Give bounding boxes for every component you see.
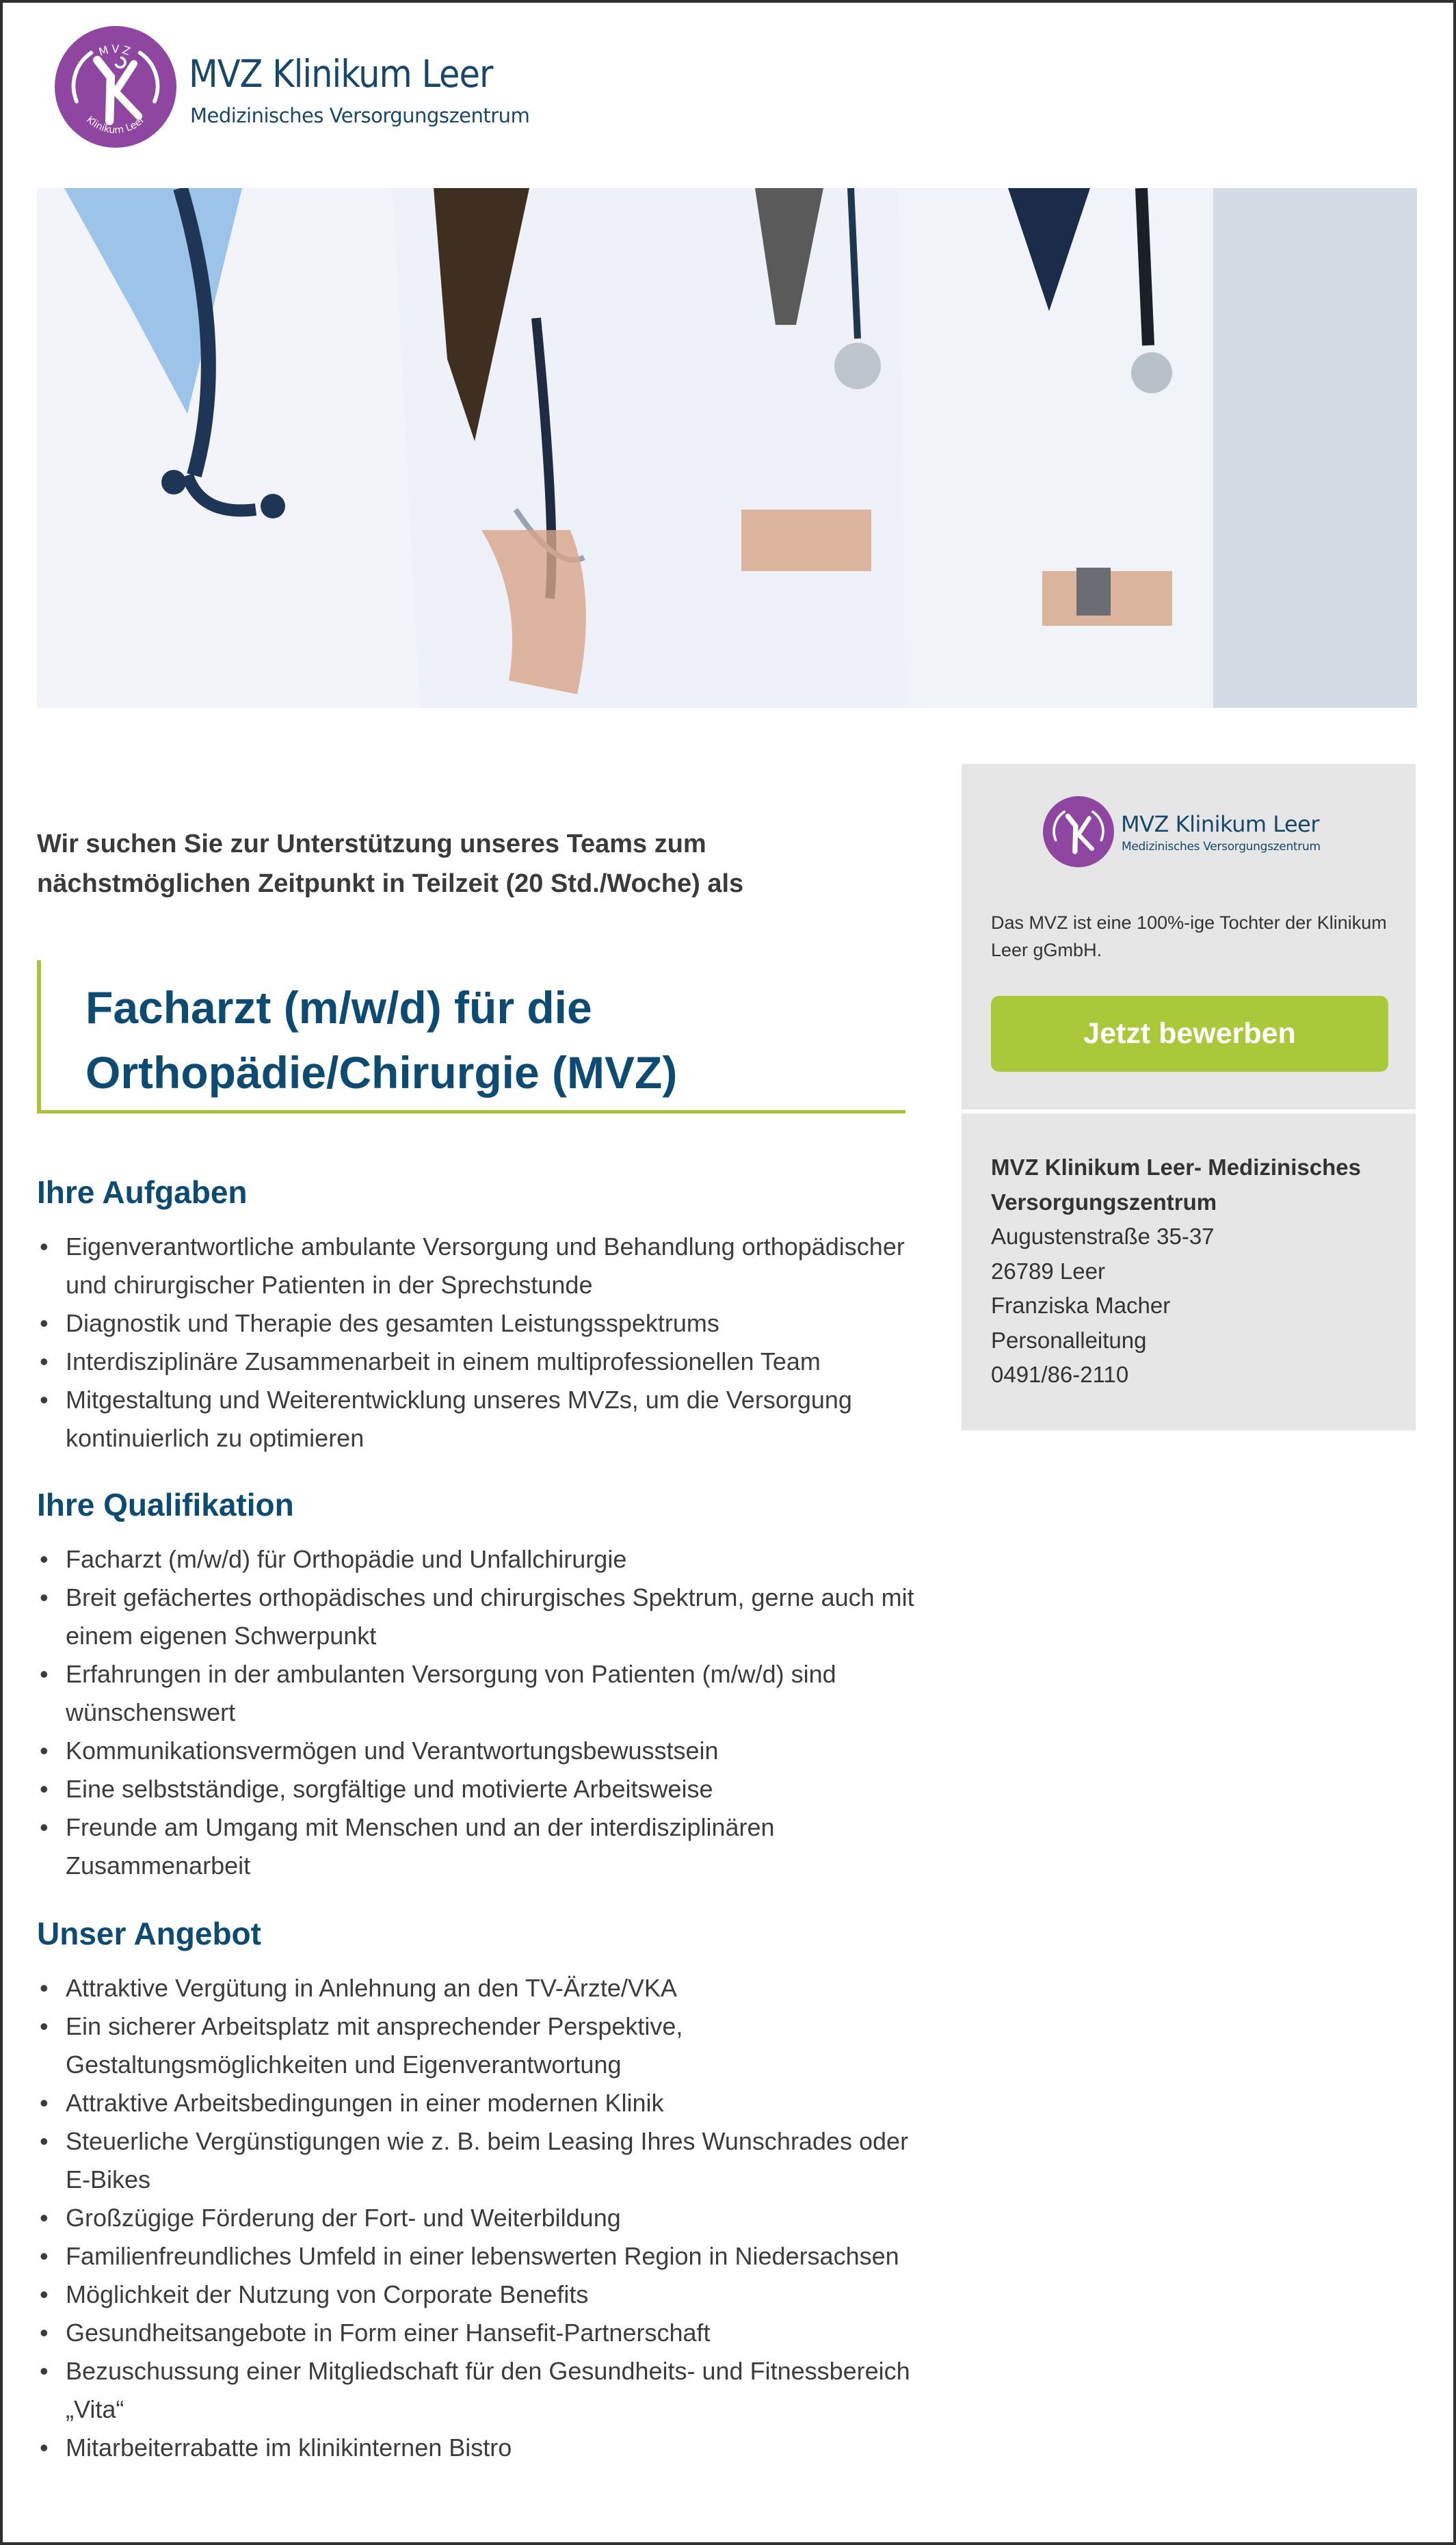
sidebar-contact-panel xyxy=(962,1113,1416,1430)
list-item: • Steuerliche Vergünstigungen wie z. B. beim Leasing Ihres Wunschrades oder E-Bikes xyxy=(37,2122,926,2199)
list-item: • Erfahrungen in der ambulanten Versorgung von Patienten (m/w/d) sind wünschenswert xyxy=(37,1655,926,1732)
bullet-icon: • xyxy=(40,2204,49,2232)
contact-role: Personalleitung xyxy=(991,1327,1147,1353)
svg-text:MVZ: MVZ xyxy=(97,42,135,59)
sidebar-logo-subtitle: Medizinisches Versorgungszentrum xyxy=(1122,840,1321,854)
list-item: • Attraktive Arbeitsbedingungen in einer modernen Klinik xyxy=(37,2084,926,2122)
section-heading: Unser Angebot xyxy=(37,1916,261,1951)
about-text: Das MVZ ist eine 100%-ige Tochter der Klinikum Leer gGmbH. xyxy=(991,912,1387,960)
list-item: • Mitarbeiterrabatte im klinikinternen Bistro xyxy=(37,2429,926,2467)
list-item: • Diagnostik und Therapie des gesamten Leistungsspektrums xyxy=(37,1304,926,1343)
bullet-icon: • xyxy=(40,2280,49,2308)
bullet-icon: • xyxy=(40,1309,49,1337)
list-item: • Eigenverantwortliche ambulante Versorgung und Behandlung orthopädischer und chirurgischer Patienten in der Sprechstunde xyxy=(37,1228,926,1304)
mvz-logo-emblem-icon xyxy=(1043,796,1114,867)
list-item: • Interdisziplinäre Zusammenarbeit in einem multiprofessionellen Team xyxy=(37,1343,926,1381)
list-item: • Großzügige Förderung der Fort- und Weiterbildung xyxy=(37,2199,926,2237)
logo-subtitle: Medizinisches Versorgungszentrum xyxy=(190,104,530,127)
bullet-icon: • xyxy=(40,1775,49,1803)
bullet-icon: • xyxy=(40,1813,49,1841)
intro-text: Wir suchen Sie zur Unterstützung unseres Teams zum nächstmöglichen Zeitpunkt in Teilzeit (20 Std./Woche) als xyxy=(37,830,744,898)
list-item: • Möglichkeit der Nutzung von Corporate Benefits xyxy=(37,2276,926,2314)
sidebar-logo-title: MVZ Klinikum Leer xyxy=(1121,811,1319,837)
contact-street: Augustenstraße 35-37 xyxy=(991,1224,1215,1249)
qualification-list xyxy=(37,1540,926,1885)
job-title-box xyxy=(37,960,905,1113)
bullet-icon: • xyxy=(40,2012,49,2040)
hero-image xyxy=(37,188,1417,708)
bullet-icon: • xyxy=(40,1737,49,1765)
section-heading: Ihre Qualifikation xyxy=(37,1487,294,1522)
section-offer xyxy=(37,1913,926,2467)
section-qualification xyxy=(37,1484,926,1885)
svg-text:Klinikum Leer: Klinikum Leer xyxy=(84,114,147,137)
contact-person: Franziska Macher xyxy=(991,1293,1171,1318)
list-item: • Eine selbstständige, sorgfältige und motivierte Arbeitsweise xyxy=(37,1770,926,1808)
offer-list xyxy=(37,1969,926,2467)
list-item: • Attraktive Vergütung in Anlehnung an den TV-Ärzte/VKA xyxy=(37,1969,926,2007)
bullet-icon: • xyxy=(40,1386,49,1414)
logo-title: MVZ Klinikum Leer xyxy=(189,52,493,96)
list-item: • Mitgestaltung und Weiterentwicklung unseres MVZs, um die Versorgung kontinuierlich zu optimieren xyxy=(37,1381,926,1458)
bullet-icon: • xyxy=(40,2127,49,2155)
contact-city: 26789 Leer xyxy=(991,1258,1105,1284)
bullet-icon: • xyxy=(40,1347,49,1375)
list-item: • Ein sicherer Arbeitsplatz mit ansprechender Perspektive, Gestaltungsmöglichkeiten und Eigenverantwortung xyxy=(37,2007,926,2084)
mvz-logo-emblem-icon xyxy=(55,26,176,148)
bullet-icon: • xyxy=(40,2242,49,2270)
job-title-line-1: Facharzt (m/w/d) für die xyxy=(85,982,592,1033)
contact-org-line-1: MVZ Klinikum Leer- Medizinisches xyxy=(991,1155,1361,1180)
bullet-icon: • xyxy=(40,1974,49,2002)
list-item: • Familienfreundliches Umfeld in einer lebenswerten Region in Niedersachsen xyxy=(37,2237,926,2276)
sidebar-logo xyxy=(1043,796,1337,867)
bullet-icon: • xyxy=(40,2089,49,2117)
list-item: • Facharzt (m/w/d) für Orthopädie und Unfallchirurgie xyxy=(37,1540,926,1579)
list-item: • Bezuschussung einer Mitgliedschaft für den Gesundheits- und Fitnessbereich „Vita“ xyxy=(37,2352,926,2429)
sidebar-apply-panel xyxy=(962,764,1416,1109)
bullet-icon: • xyxy=(40,2434,49,2462)
contact-phone[interactable]: 0491/86-2110 xyxy=(991,1362,1129,1387)
bullet-icon: • xyxy=(40,2357,49,2385)
section-heading: Ihre Aufgaben xyxy=(37,1174,248,1210)
bullet-icon: • xyxy=(40,1232,49,1261)
contact-org-line-2: Versorgungszentrum xyxy=(991,1189,1217,1215)
bullet-icon: • xyxy=(40,2319,49,2347)
apply-now-button[interactable]: Jetzt bewerben xyxy=(991,996,1388,1072)
list-item: • Freunde am Umgang mit Menschen und an der interdisziplinären Zusammenarbeit xyxy=(37,1808,926,1885)
bullet-icon: • xyxy=(40,1545,49,1573)
job-title xyxy=(85,975,677,1105)
tasks-list xyxy=(37,1228,926,1458)
bullet-icon: • xyxy=(40,1583,49,1611)
list-item: • Breit gefächertes orthopädisches und chirurgisches Spektrum, gerne auch mit einem eigenen Schwerpunkt xyxy=(37,1579,926,1655)
contact-block xyxy=(991,1150,1401,1393)
bullet-icon: • xyxy=(40,1660,49,1688)
list-item: • Gesundheitsangebote in Form einer Hansefit-Partnerschaft xyxy=(37,2314,926,2352)
section-tasks xyxy=(37,1172,926,1458)
header-logo xyxy=(55,25,547,152)
list-item: • Kommunikationsvermögen und Verantwortungsbewusstsein xyxy=(37,1732,926,1770)
job-title-line-2: Orthopädie/Chirurgie (MVZ) xyxy=(85,1047,678,1098)
